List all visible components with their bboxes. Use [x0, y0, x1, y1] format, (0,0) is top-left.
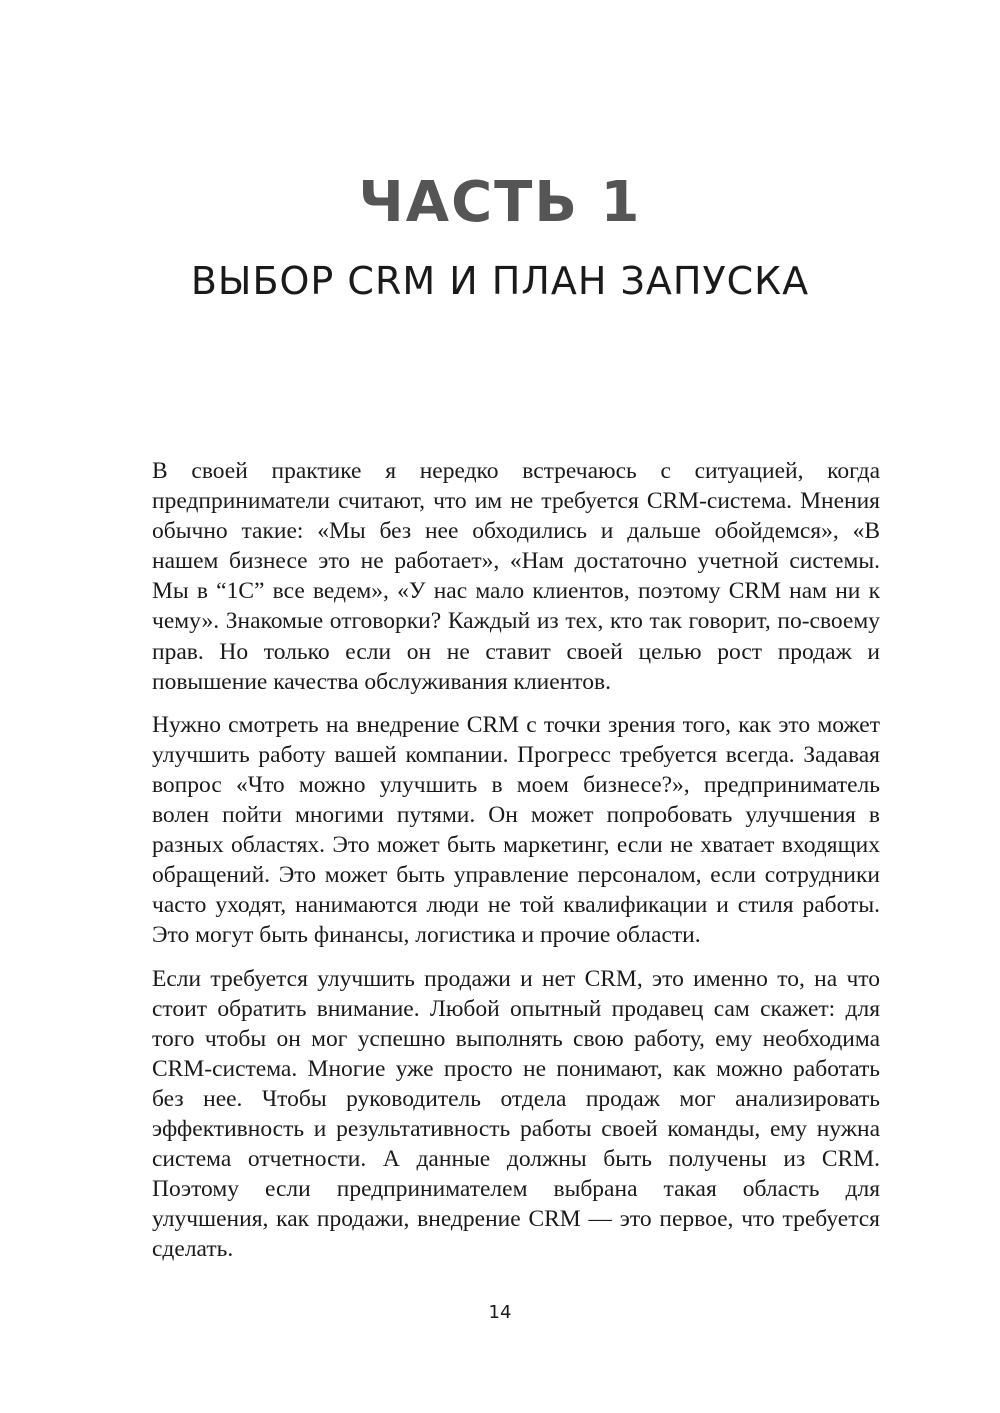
part-title: ЧАСТЬ 1 — [358, 170, 642, 235]
paragraph: Если требуется улучшить продажи и нет CRM, это именно то, на что стоит обратить внимание. Любой опытный продавец сам скажет: для того чтобы он мог успешно выполнять свою работу, ему необходима CRM-система. Многие уже просто не понимают, как можно работать без нее. Чтобы руководитель отдела продаж мог анализировать эффективность и результативность работы своей команды, ему нужна система отчетности. А данные должны быть получены из CRM. Поэтому если предпринимателем выбрана такая область для улучшения, как продажи, внедрение CRM — это первое, что требуется сделать. — [152, 965, 880, 1263]
part-subtitle: ВЫБОР CRM И ПЛАН ЗАПУСКА — [190, 259, 810, 303]
page-number: 14 — [488, 1302, 512, 1323]
paragraph: Нужно смотреть на внедрение CRM с точки зрения того, как это может улучшить работу вашей компании. Прогресс требуется всегда. Задавая вопрос «Что можно улучшить в моем бизнесе?», предприниматель волен пойти многими путями. Он может попробовать улучшения в разных областях. Это может быть маркетинг, если не хватает входящих обращений. Это может быть управление персоналом, если сотрудники часто уходят, нанимаются люди не той квалификации и стиля работы. Это могут быть финансы, логистика и прочие области. — [152, 711, 880, 949]
paragraph: В своей практике я нередко встречаюсь с ситуацией, когда предприниматели считают, что им не требуется CRM-система. Мнения обычно такие: «Мы без нее обходились и дальше обойдемся», «В нашем бизнесе это не работает», «Нам достаточно учетной системы. Мы в “1С” все ведем», «У нас мало клиентов, поэтому CRM нам ни к чему». Знакомые отговорки? Каждый из тех, кто так говорит, по-своему прав. Но только если он не ставит своей целью рост продаж и повышение качества обслуживания клиентов. — [152, 458, 880, 695]
body-text — [152, 456, 880, 1277]
